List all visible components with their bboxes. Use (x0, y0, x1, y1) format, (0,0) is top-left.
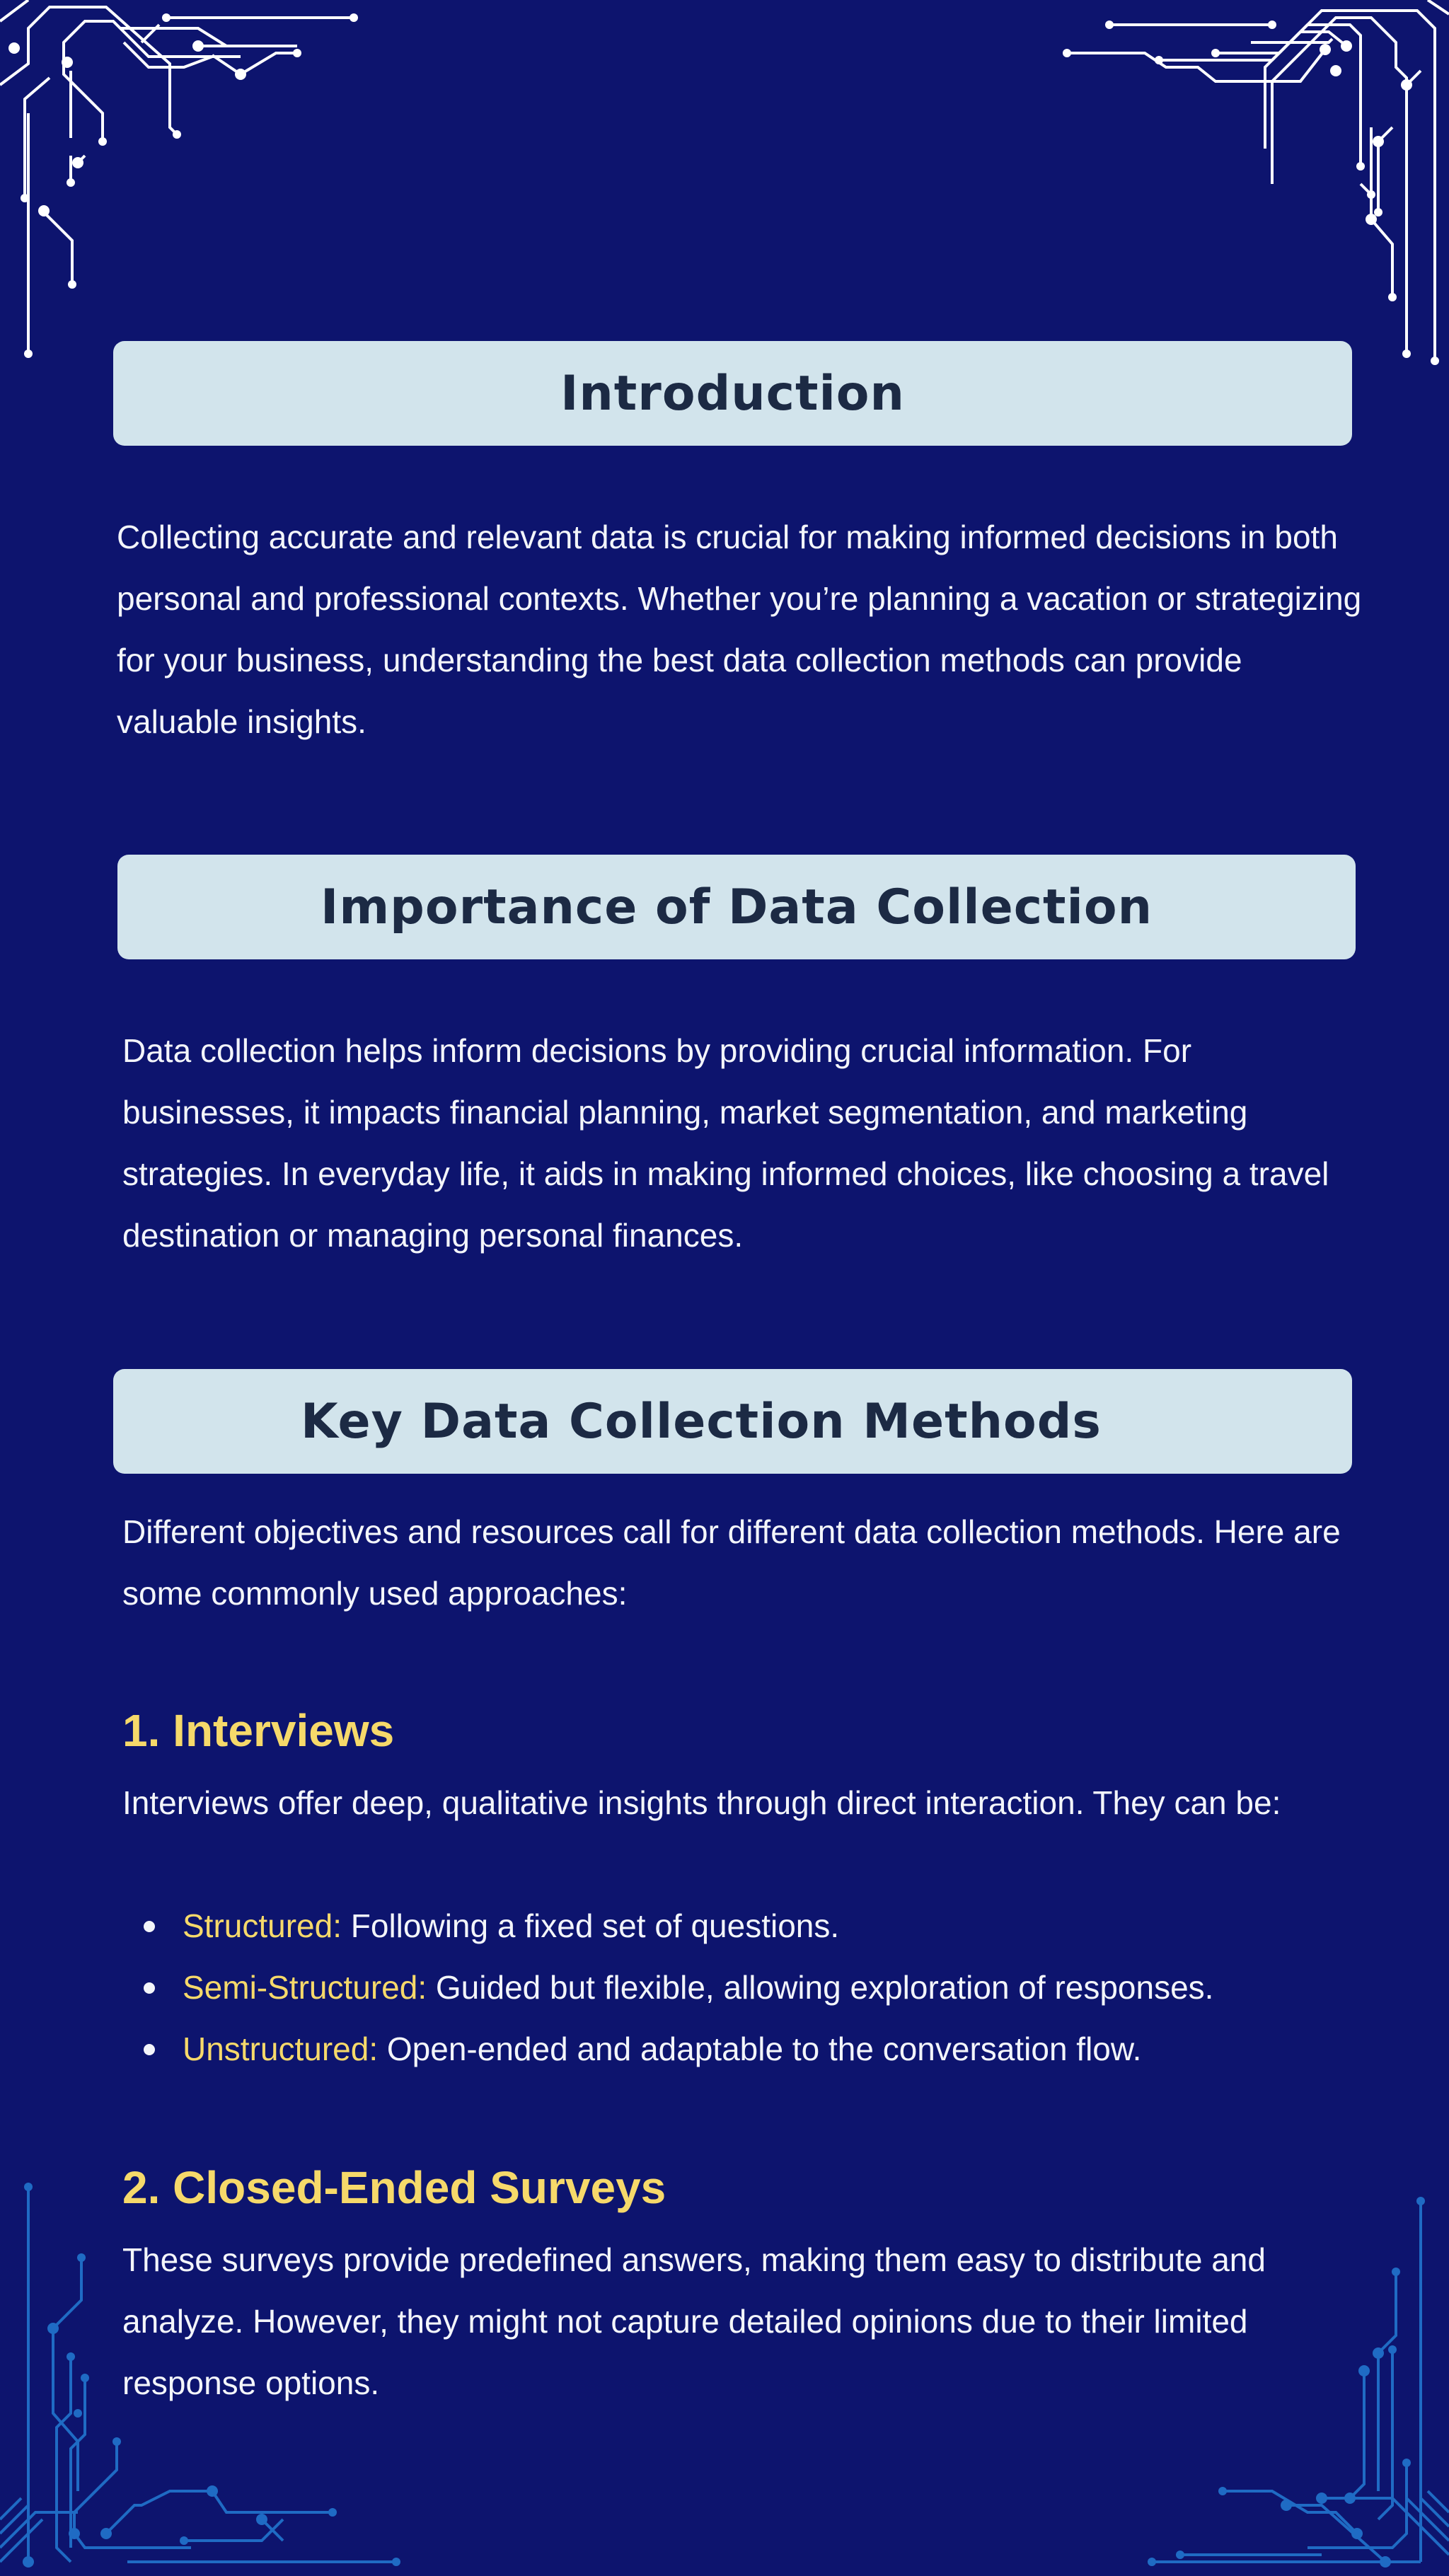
intro-paragraph: Collecting accurate and relevant data is crucial for making informed decisions in both personal and professional contexts. Whether you’re planning a vacation or strategizing for your business, understanding the best data collection methods can provide valuable insights. (117, 519, 1362, 740)
bullet-icon (144, 1921, 155, 1932)
bullet-icon (144, 1982, 155, 1994)
circuit-decoration-top-right (1053, 0, 1449, 375)
list-item-term: Unstructured: (183, 2031, 379, 2067)
list-item (122, 1957, 1382, 2018)
circuit-decoration-top-left (0, 0, 368, 368)
intro-title: Introduction (560, 365, 905, 422)
importance-title: Importance of Data Collection (321, 879, 1153, 935)
interviews-heading: 1. Interviews (122, 1705, 395, 1756)
list-item-term: Semi-Structured: (183, 1969, 427, 2006)
methods-paragraph: Different objectives and resources call for different data collection methods. Here are some commonly used approaches: (122, 1513, 1341, 1612)
surveys-paragraph: These surveys provide predefined answers, making them easy to distribute and analyze. However, they might not capture detailed opinions due to their limited response options. (122, 2241, 1266, 2401)
list-item-term: Structured: (183, 1907, 342, 1944)
list-item (122, 1895, 1382, 1957)
interviews-paragraph: Interviews offer deep, qualitative insights through direct interaction. They can be: (122, 1784, 1281, 1821)
methods-title: Key Data Collection Methods (301, 1393, 1102, 1450)
list-item-description: Guided but flexible, allowing exploration of responses. (427, 1969, 1214, 2006)
intro-heading-banner (113, 341, 1352, 446)
list-item-description: Open-ended and adaptable to the conversation flow. (378, 2031, 1142, 2067)
list-item (122, 2018, 1382, 2080)
importance-heading-banner (117, 855, 1356, 959)
importance-paragraph: Data collection helps inform decisions by providing crucial information. For businesses, it impacts financial planning, market segmentation, and marketing strategies. In everyday life, it aids in making informed choices, like choosing a travel destination or managing personal finances. (122, 1032, 1329, 1254)
circuit-board-icon (0, 0, 368, 368)
circuit-board-icon (1053, 0, 1449, 375)
interview-types-list (122, 1895, 1382, 2080)
surveys-heading: 2. Closed-Ended Surveys (122, 2162, 666, 2213)
bullet-icon (144, 2044, 155, 2055)
methods-heading-banner (113, 1369, 1352, 1474)
list-item-description: Following a fixed set of questions. (342, 1907, 840, 1944)
